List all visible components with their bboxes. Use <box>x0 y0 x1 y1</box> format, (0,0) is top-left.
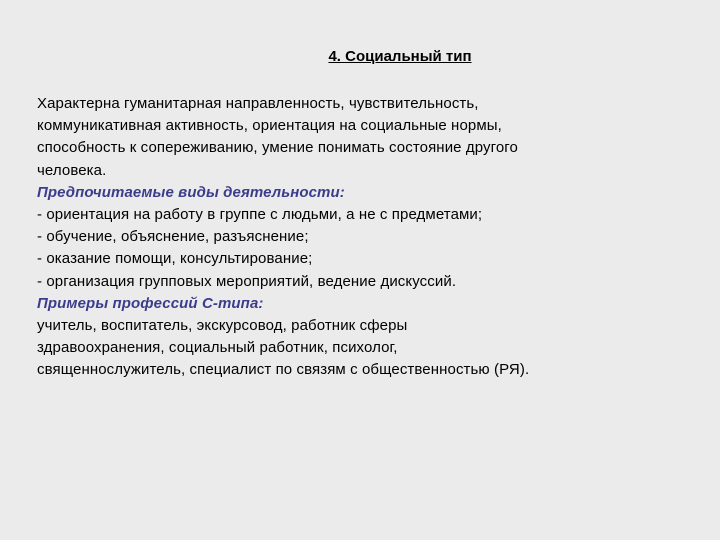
slide-title <box>0 48 720 65</box>
intro-line: человека. <box>37 161 107 179</box>
slide-title-text: 4. Социальный тип <box>328 48 472 65</box>
activity-item: - оказание помощи, консультирование; <box>37 250 313 268</box>
slide-body <box>37 93 697 382</box>
activities-heading: Предпочитаемые виды деятельности: <box>37 183 345 201</box>
professions-heading: Примеры профессий С-типа: <box>37 294 264 312</box>
professions-line: священнослужитель, специалист по связям с общественностью (РЯ). <box>37 361 530 379</box>
activity-item: - ориентация на работу в группе с людьми, а не с предметами; <box>37 206 483 224</box>
intro-line: способность к сопереживанию, умение понимать состояние другого <box>37 139 518 157</box>
intro-line: Характерна гуманитарная направленность, чувствительность, <box>37 95 479 112</box>
activity-item: - организация групповых мероприятий, ведение дискуссий. <box>37 272 457 290</box>
professions-line: здравоохранения, социальный работник, психолог, <box>37 339 398 357</box>
intro-line: коммуникативная активность, ориентация на социальные нормы, <box>37 117 502 135</box>
professions-line: учитель, воспитатель, экскурсовод, работник сферы <box>37 317 408 335</box>
activity-item: - обучение, объяснение, разъяснение; <box>37 228 309 246</box>
